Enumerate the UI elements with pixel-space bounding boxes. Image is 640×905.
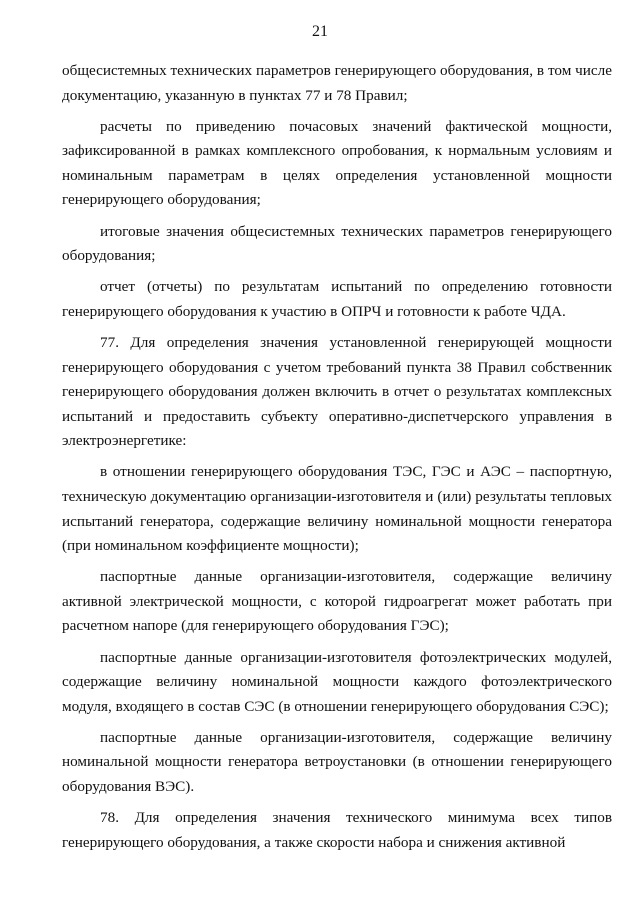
paragraph-test-report: отчет (отчеты) по результатам испытаний по определению готовности генерирующего оборудования к участию в ОПРЧ и готовности к работе ЧДА.: [62, 278, 612, 320]
paragraph-final-values: итоговые значения общесистемных технических параметров генерирующего оборудования;: [62, 222, 612, 265]
paragraph-tes-ges-aes: в отношении генерирующего оборудования ТЭС, ГЭС и АЭС – паспортную, техническую документацию организации-изготовителя и (или) результаты тепловых испытаний генератора, содержащие величину номинальной мощности генератора (при номинальном коэффициенте мощности);: [62, 463, 612, 555]
paragraph-clause-78: 78. Для определения значения технического минимума всех типов генерирующего оборудования, а также скорости набора и снижения активной: [62, 809, 612, 851]
document-body: [62, 59, 612, 862]
paragraph-ves-passport: паспортные данные организации-изготовителя, содержащие величину номинальной мощности генератора ветроустановки (в отношении генерирующего оборудования ВЭС).: [62, 728, 612, 796]
paragraph-ges-passport: паспортные данные организации-изготовителя, содержащие величину активной электрической мощности, с которой гидроагрегат может работать при расчетном напоре (для генерирующего оборудования ГЭС);: [62, 568, 612, 635]
page-number: 21: [312, 23, 328, 40]
paragraph-ses-passport: паспортные данные организации-изготовителя фотоэлектрических модулей, содержащие величину номинальной мощности каждого фотоэлектрического модуля, входящего в состав СЭС (в отношении генерирующего оборудования СЭС);: [62, 648, 612, 715]
paragraph-continuation: общесистемных технических параметров генерирующего оборудования, в том числе документацию, указанную в пунктах 77 и 78 Правил;: [62, 62, 612, 104]
paragraph-clause-77: 77. Для определения значения установленной генерирующей мощности генерирующего оборудования с учетом требований пункта 38 Правил собственник генерирующего оборудования должен включить в отчет о результатах комплексных испытаний и предоставить субъекту оперативно-диспетчерского управления в электроэнергетике:: [62, 333, 612, 450]
paragraph-calculations: расчеты по приведению почасовых значений фактической мощности, зафиксированной в рамках комплексного опробования, к нормальным условиям и номинальным параметрам в целях определения установленной мощности генерирующего оборудования;: [62, 117, 612, 209]
